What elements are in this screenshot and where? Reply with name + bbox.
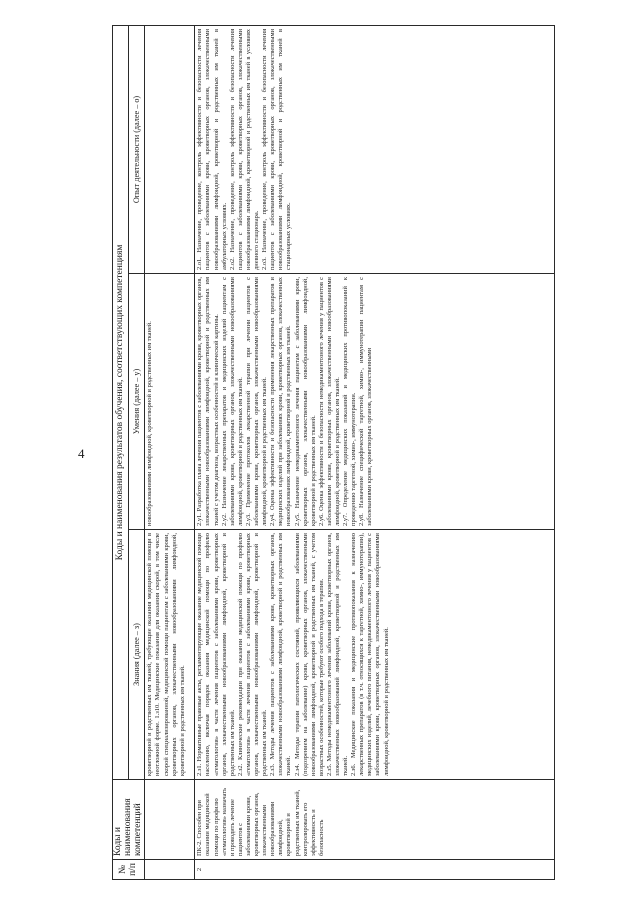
skill-item: 2.у7. Определение медицинских показаний и медицинских противопоказаний к проведению таргетной, химио-, иммунотерапии. — [342, 277, 358, 526]
competency-table — [112, 25, 555, 880]
header-row-sub — [129, 25, 145, 879]
experience-item: 2.о1. Назначение, проведение, контроль эффективности и безопасности лечения пациентов с заболеваниями крови, кроветворных органов, злокачественными новообразованиями лимфоидной, кроветворной и родственных им тканей в амбулаторных условиях. — [196, 28, 228, 270]
header-row-group — [113, 25, 129, 879]
competency-row — [195, 25, 555, 879]
row-experience — [195, 25, 555, 273]
row-competency: ПК-2. Способен при оказании медицинской помощи по профилю «гематология» назначать и проводить лечение пациентов с заболеваниями крови, кроветворных органов, злокачественными новообразованиями лимфоидной, кроветворной и родственных им тканей, контролировать его эффективность и безопасность — [195, 780, 555, 860]
cont-knowledge: кроветворной и родственных им тканей, требующие оказания медицинской помощи в неотложной форме. 1.з10. Медицинские показания для оказания скорой, в том числе скорой специализированной, медицинской помощи пациентам с заболеваниями крови, кроветворных органов, злокачественными новообразованиями лимфоидной, кроветворной и родственных им тканей. — [145, 530, 195, 780]
header-experience: Опыт деятельности (далее – о) — [129, 25, 145, 273]
header-num: № п/п — [113, 860, 145, 880]
skill-item: 2.у3. Применение протоколов лекарственной терапии при лечении пациентов с заболеваниями крови, кроветворных органов, злокачественными новообразованиями лимфоидной, кроветворной и родственных им тканей. — [244, 277, 269, 526]
knowledge-item: 2.з4. Методы терапии патологических состояний, проявляющихся заболеваниями (подозрением на заболевание) крови, кроветворных органов, злокачественными новообразованиями лимфоидной, кроветворной и родственных им тканей, с учетом возрастных особенностей, которые требуют особого подхода в терапии. — [293, 533, 325, 776]
row-skills — [195, 274, 555, 530]
cont-competency — [145, 780, 195, 860]
cont-skills: новообразованиями лимфоидной, кроветворной и родственных им тканей. — [145, 274, 195, 530]
experience-item: 2.о2. Назначение, проведение, контроль эффективности и безопасности лечения пациентов с заболеваниями крови, кроветворных органов, злокачественными новообразованиями лимфоидной, кроветворной и родственных им тканей в условиях дневного стационара. — [228, 28, 261, 270]
skill-item: 2.у5. Назначение немедикаментозного лечения пациентам с заболеваниями крови, кроветворных органов, злокачественными новообразованиями лимфоидной, кроветворной и родственных им тканей. — [293, 277, 317, 526]
cont-experience — [145, 25, 195, 273]
skill-item: 2.у8. Назначение специфической таргетной, химио-, иммунотерапии пациентам с заболеваниями крови, кроветворных органов, злокачественными — [358, 277, 374, 526]
knowledge-item: 2.з3. Методы лечения пациентов с заболеваниями крови, кроветворных органов, злокачественными новообразованиями лимфоидной, кроветворной и родственных им тканей. — [269, 533, 293, 776]
skill-item: 2.у6. Оценка эффективности и безопасности немедикаментозного лечения у пациентов с заболеваниями крови, кроветворных органов, злокачественными новообразованиями лимфоидной, кроветворной и родственных им тканей. — [317, 277, 341, 526]
skill-item: 2.у2. Назначение лекарственных препаратов и медицинских изделий пациентам с заболеваниями крови, кроветворных органов, злокачественными новообразованиями лимфоидной, кроветворной и родственных им тканей. — [220, 277, 244, 526]
knowledge-item: 2.з1. Нормативные правовые акты, регламентирующие оказание медицинской помощи населению, включая порядок оказания медицинской помощи по профилю «гематология» в части лечения пациентов с заболеваниями крови, кроветворных органов, злокачественными новообразованиями лимфоидной, кроветворной и родственных им тканей. — [196, 533, 236, 776]
page-number: 4 — [78, 446, 85, 461]
header-codes: Коды и наименования компетенций — [113, 780, 145, 860]
knowledge-item: 2.з5. Методы немедикаментозного лечения заболеваний крови, кроветворных органов, злокачественных новообразований лимфоидной, кроветворной и родственных им тканей. — [325, 533, 350, 776]
header-results-group: Коды и наименования результатов обучения, соответствующих компетенциям — [113, 25, 129, 779]
row-knowledge — [195, 530, 555, 780]
header-skills: Умения (далее – у) — [129, 274, 145, 530]
continuation-row — [145, 25, 195, 879]
cont-num — [145, 860, 195, 880]
skill-item: 2.у1. Разработка плана лечения пациентов с заболеваниями крови, кроветворных органов, злокачественными новообразованиями лимфоидной, кроветворной и родственных им тканей с учетом диагноза, возрастных особенностей и клинической картины. — [196, 277, 220, 526]
knowledge-item: 2.з2. Клинические рекомендации при оказании медицинской помощи по профилю «гематология» в части лечения пациентов с заболеваниями крови, кроветворных органов, злокачественными новообразованиями лимфоидной, кроветворной и родственных им тканей. — [236, 533, 269, 776]
skill-item: 2.у4. Оценка эффективности и безопасности применения лекарственных препаратов и медицинских изделий при заболеваниях крови, кроветворных органов, злокачественных новообразованиях лимфоидной, кроветворной и родственных им тканей. — [269, 277, 293, 526]
rotated-table-container — [112, 26, 634, 880]
row-num: 2 — [195, 860, 555, 880]
knowledge-item: 2.з6. Медицинские показания и медицинские противопоказания к назначению лекарственных препаратов (в т.ч. относящихся к таргетной, химио-, иммунотерапии), медицинских изделий, лечебного питания, немедикаментозного лечения у пациентов с заболеваниями крови, кроветворных органов, злокачественными новообразованиями лимфоидной, кроветворной и родственных им тканей. — [350, 533, 390, 776]
experience-item: 2.о3. Назначение, проведение, контроль эффективности и безопасности лечения пациентов с заболеваниями крови, кроветворных органов, злокачественными новообразованиями лимфоидной, кроветворной и родственных им тканей в стационарных условиях. — [261, 28, 293, 270]
header-knowledge: Знания (далее – з) — [129, 530, 145, 780]
